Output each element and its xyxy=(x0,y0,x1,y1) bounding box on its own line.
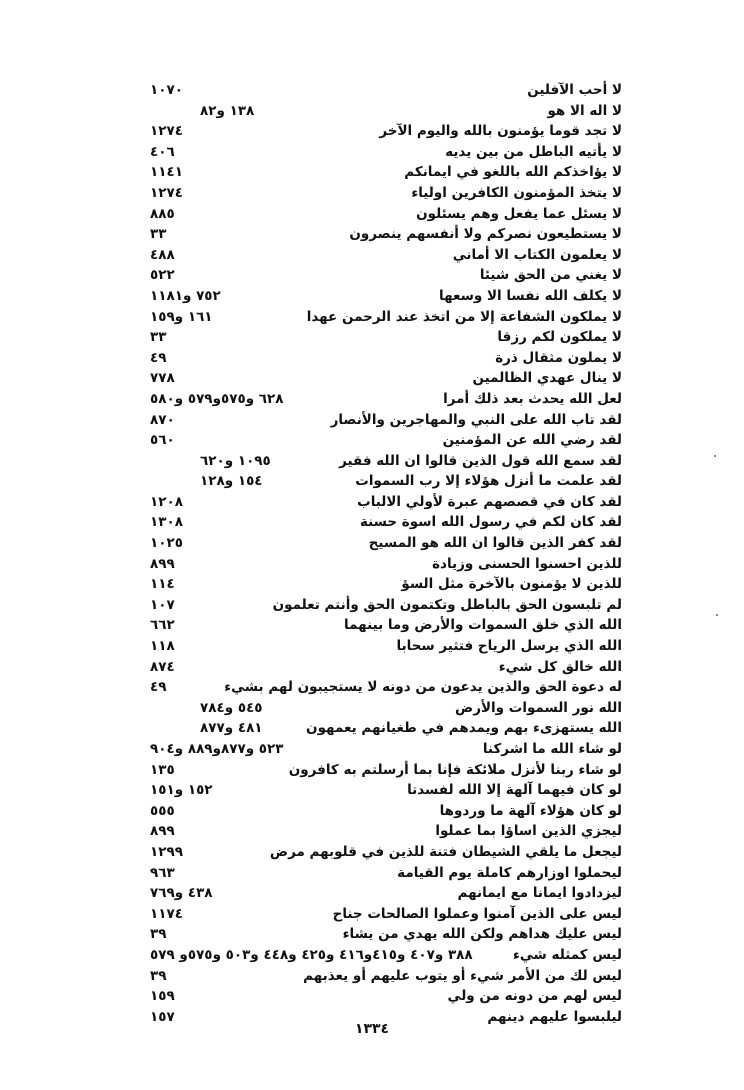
entry-phrase: لقد علمت ما أنزل هؤلاء إلا رب السموات xyxy=(355,473,622,490)
entry-phrase: الله نور السموات والأرض xyxy=(455,699,622,716)
margin-mark xyxy=(714,455,716,457)
entry-phrase: ليزدادوا ايمانا مع ايمانهم xyxy=(457,885,622,902)
entry-phrase: لا ينال عهدي الظالمين xyxy=(472,370,622,387)
entry-phrase: لقد كفر الذين قالوا ان الله هو المسيح xyxy=(368,535,622,552)
entry-phrase: ليجزي الذين اساؤا بما عملوا xyxy=(435,823,622,840)
index-entry xyxy=(150,636,622,657)
index-entry xyxy=(150,533,622,554)
index-entry xyxy=(150,863,622,884)
index-entry xyxy=(150,327,622,348)
entry-phrase: لا يغني من الحق شيئا xyxy=(479,267,622,284)
entry-pages: ١٠٩٥ و٦٢٠ xyxy=(200,452,271,469)
index-entry xyxy=(150,512,622,533)
entry-phrase: لو كان هؤلاء آلهة ما وردوها xyxy=(439,802,622,819)
index-entry xyxy=(150,574,622,595)
entry-phrase: ليس لهم من دونه من ولي xyxy=(447,988,622,1005)
entry-phrase: لو كان فيهما آلهة إلا الله لفسدتا xyxy=(407,782,622,799)
entry-phrase: لقد رضي الله عن المؤمنين xyxy=(442,432,622,449)
entry-pages: ٥٥٥ xyxy=(150,802,175,819)
index-entry xyxy=(150,718,622,739)
entry-phrase: لقد تاب الله على النبي والمهاجرين والأنصار xyxy=(330,411,622,428)
entry-pages: ١٥٩ xyxy=(150,988,175,1005)
entry-pages: ٥٢٢ xyxy=(150,267,175,284)
index-entry xyxy=(150,307,622,328)
entry-pages: ٤٨١ و٨٧٧ xyxy=(200,720,263,737)
index-entry xyxy=(150,204,622,225)
index-entry xyxy=(150,389,622,410)
entry-phrase: لا يكلف الله نفسا الا وسعها xyxy=(439,287,622,304)
entry-phrase: لا يملكون لكم رزقا xyxy=(497,329,622,346)
entry-phrase: لا يملون مثقال ذرة xyxy=(495,349,622,366)
index-entry xyxy=(150,739,622,760)
entry-phrase: لا يستطيعون نصركم ولا أنفسهم ينصرون xyxy=(349,226,622,243)
entry-pages: ٥٦٠ xyxy=(150,432,175,449)
index-entry xyxy=(150,101,622,122)
index-entry xyxy=(150,595,622,616)
entry-phrase: ليجعل ما يلقي الشيطان فتنة للذين في قلوبهم مرض xyxy=(269,843,622,860)
margin-mark xyxy=(716,614,718,616)
index-entry xyxy=(150,677,622,698)
entry-phrase: ليحملوا اوزارهم كاملة يوم القيامة xyxy=(397,864,622,881)
entry-phrase: له دعوة الحق والذين يدعون من دونه لا يستجيبون لهم بشيء xyxy=(224,679,622,696)
entry-pages: ٣٣ xyxy=(150,329,167,346)
index-entry xyxy=(150,80,622,101)
index-entry xyxy=(150,760,622,781)
index-entry xyxy=(150,224,622,245)
index-entry xyxy=(150,801,622,822)
index-entry xyxy=(150,471,622,492)
entry-pages: ١١٤ xyxy=(150,576,175,593)
entry-pages: ١٥٧ xyxy=(150,1008,175,1025)
entry-phrase: الله يستهزىء بهم ويمدهم في طغيانهم يعمهون xyxy=(306,720,622,737)
index-entry xyxy=(150,492,622,513)
entry-phrase: لا يتخذ المؤمنون الكافرين اولياء xyxy=(411,184,622,201)
entry-pages: ٤٠٦ xyxy=(150,143,175,160)
entry-pages: ٣٨٨ و٤٠٧ و٤١٥و٤١٦ و٤٢٥ و٤٤٨ و٥٠٣ و٥٧٥و ٥٧٩ xyxy=(150,946,473,963)
entry-phrase: الله خالق كل شيء xyxy=(498,658,622,675)
entry-pages: ٧٧٨ xyxy=(150,370,175,387)
index-entry xyxy=(150,780,622,801)
index-entry xyxy=(150,162,622,183)
entry-pages: ٣٩ xyxy=(150,967,167,984)
entry-pages: ١٢٩٩ xyxy=(150,843,183,860)
entry-phrase: للذين احسنوا الحسنى وزيادة xyxy=(432,555,622,572)
entry-pages: ١٣٠٨ xyxy=(150,514,183,531)
entry-phrase: لا تجد قوما يؤمنون بالله واليوم الآخر xyxy=(379,123,622,140)
index-entry xyxy=(150,286,622,307)
entry-phrase: لا يؤاخذكم الله باللغو في ايمانكم xyxy=(404,164,622,181)
entry-pages: ١٢٧٤ xyxy=(150,184,183,201)
index-entry xyxy=(150,245,622,266)
entry-phrase: لو شاء ربنا لأنزل ملائكة فإنا بما أرسلتم به كافرون xyxy=(288,761,622,778)
entry-phrase: لا يعلمون الكتاب الا أماني xyxy=(452,246,622,263)
entry-pages: ١١٧٤ xyxy=(150,905,183,922)
entry-pages: ٤٨٨ xyxy=(150,246,175,263)
index-entry xyxy=(150,698,622,719)
index-entry xyxy=(150,945,622,966)
index-entry xyxy=(150,183,622,204)
entry-phrase: لعل الله يحدث بعد ذلك أمرا xyxy=(443,390,622,407)
entry-pages: ٤٩ xyxy=(150,349,167,366)
entry-phrase: لقد سمع الله قول الذين قالوا ان الله فقير xyxy=(339,452,622,469)
index-entry xyxy=(150,368,622,389)
entry-pages: ١٣٨ و٨٢ xyxy=(200,102,255,119)
entry-pages: ٤٩ xyxy=(150,679,167,696)
entry-pages: ١٢٠٨ xyxy=(150,493,183,510)
entry-pages: ٨٩٩ xyxy=(150,823,175,840)
entry-phrase: لا يأتيه الباطل من بين يديه xyxy=(445,143,622,160)
entry-phrase: ليس كمثله شيء xyxy=(512,946,622,963)
index-entry xyxy=(150,348,622,369)
index-entry xyxy=(150,451,622,472)
entry-phrase: لا يسئل عما يفعل وهم يسئلون xyxy=(416,205,622,222)
entry-pages: ٩٦٣ xyxy=(150,864,175,881)
entry-pages: ١١٤١ xyxy=(150,164,183,181)
index-entry xyxy=(150,410,622,431)
entry-pages: ٣٣ xyxy=(150,226,167,243)
index-entry xyxy=(150,615,622,636)
index-entry xyxy=(150,821,622,842)
entry-phrase: لا أحب الآفلين xyxy=(527,82,622,98)
entry-pages: ٣٩ xyxy=(150,926,167,943)
entry-pages: ٦٢٨ و٥٧٥و٥٧٩ و٥٨٠ xyxy=(150,390,284,407)
index-entry xyxy=(150,430,622,451)
entry-phrase: ليس لك من الأمر شيء أو يتوب عليهم أو يعذبهم xyxy=(303,967,622,984)
index-entry xyxy=(150,657,622,678)
entry-pages: ٨٩٩ xyxy=(150,555,175,572)
index-entry xyxy=(150,924,622,945)
index-entry xyxy=(150,883,622,904)
index-entry xyxy=(150,904,622,925)
entry-phrase: لقد كان لكم في رسول الله اسوة حسنة xyxy=(359,514,622,531)
index-entry xyxy=(150,966,622,987)
entry-pages: ١٠٢٥ xyxy=(150,535,183,552)
entry-phrase: لو شاء الله ما اشركنا xyxy=(482,741,622,757)
entry-pages: ٦٦٢ xyxy=(150,617,175,634)
entry-phrase: ليلبسوا عليهم دينهم xyxy=(487,1008,622,1025)
entry-phrase: لقد كان في قصصهم عبرة لأولي الالباب xyxy=(357,493,622,510)
entry-pages: ٥٤٥ و٧٨٤ xyxy=(200,699,263,716)
entry-pages: ١٥٤ و١٢٨ xyxy=(200,473,263,490)
entry-phrase: لم تلبسون الحق بالباطل وتكتمون الحق وأنتم تعلمون xyxy=(272,596,622,613)
entry-pages: ٨٨٥ xyxy=(150,205,175,222)
index-entry xyxy=(150,842,622,863)
entry-pages: ١٥٢ و١٥١ xyxy=(150,782,213,799)
entry-pages: ١٢٧٤ xyxy=(150,123,183,140)
index-list xyxy=(150,80,622,1027)
entry-phrase: الله الذي يرسل الرياح فتثير سحابا xyxy=(396,638,622,655)
entry-pages: ١٠٧٠ xyxy=(150,82,183,98)
index-entry xyxy=(150,554,622,575)
index-entry xyxy=(150,986,622,1007)
entry-phrase: ليس على الذين آمنوا وعملوا الصالحات جناح xyxy=(332,905,622,922)
entry-phrase: لا اله الا هو xyxy=(547,102,622,119)
entry-phrase: ليس عليك هداهم ولكن الله يهدي من يشاء xyxy=(342,926,622,943)
entry-pages: ٧٥٢ و١١٨١ xyxy=(150,287,221,304)
entry-pages: ١١٨ xyxy=(150,638,175,655)
entry-pages: ٥٢٣ و٨٧٧و٨٨٩ و٩٠٤ xyxy=(150,741,284,757)
entry-phrase: للذين لا يؤمنون بالآخرة مثل السؤ xyxy=(401,576,622,593)
entry-phrase: لا يملكون الشفاعة إلا من اتخذ عند الرحمن عهدا xyxy=(306,308,622,325)
entry-pages: ٨٧٠ xyxy=(150,411,175,428)
entry-pages: ١٠٧ xyxy=(150,596,175,613)
page-number: ١٣٣٤ xyxy=(354,1021,390,1037)
entry-pages: ١٣٥ xyxy=(150,761,175,778)
entry-pages: ١٦١ و١٥٩ xyxy=(150,308,213,325)
entry-pages: ٨٧٤ xyxy=(150,658,175,675)
index-entry xyxy=(150,121,622,142)
entry-phrase: الله الذي خلق السموات والأرض وما بينهما xyxy=(344,617,622,634)
index-entry xyxy=(150,265,622,286)
index-entry xyxy=(150,142,622,163)
entry-pages: ٤٣٨ و٧٦٩ xyxy=(150,885,213,902)
